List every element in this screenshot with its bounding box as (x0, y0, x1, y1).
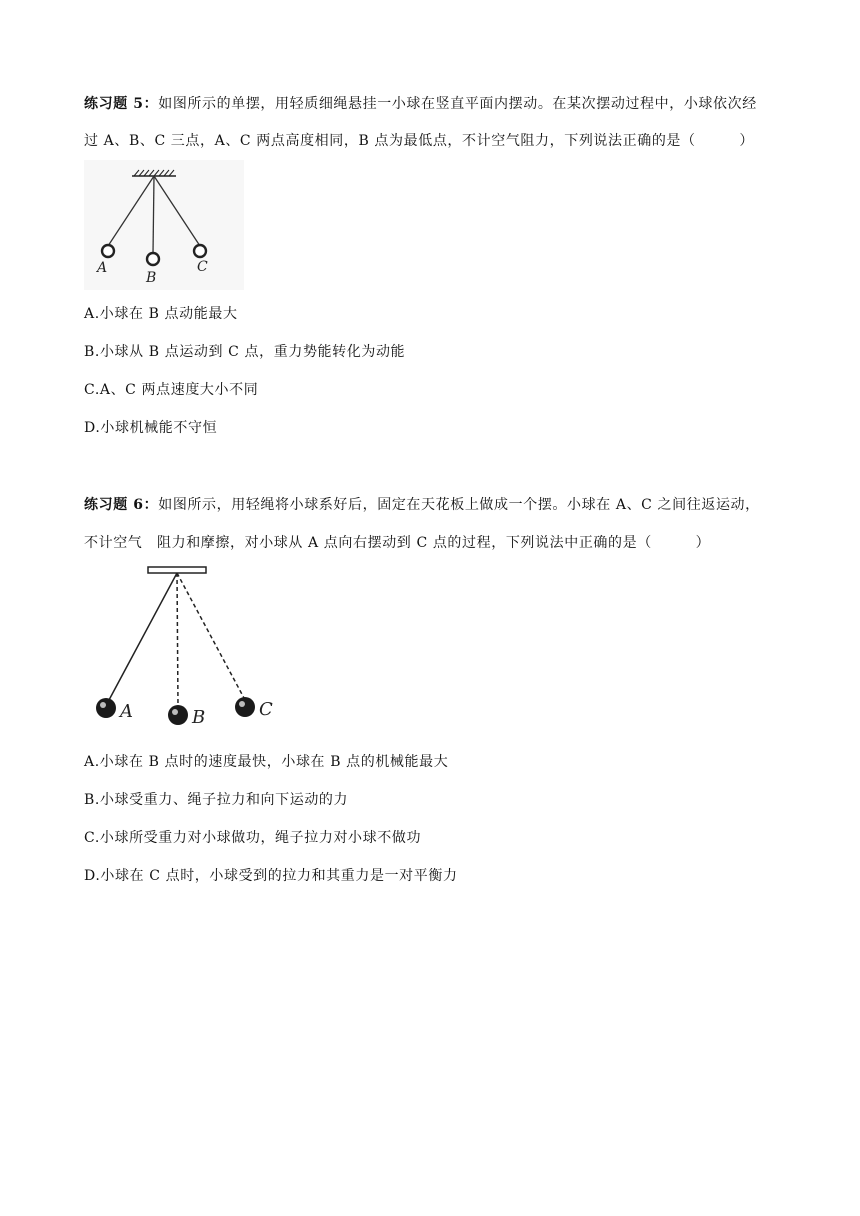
q6-ball-a (96, 698, 116, 718)
q5-option-c: C.A、C 两点速度大小不同 (84, 382, 259, 398)
q6-option-b: B.小球受重力、绳子拉力和向下运动的力 (84, 792, 349, 808)
q6-string-b (177, 573, 178, 706)
q5-stem-line1 (84, 94, 757, 114)
q6-ball-a-highlight (100, 702, 106, 708)
q6-stem-line2: 不计空气 阻力和摩擦，对小球从 A 点向右摆动到 C 点的过程，下列说法中正确的是（ ） (84, 535, 711, 551)
q6-ceiling (148, 567, 206, 573)
q6-label-c: C (259, 699, 273, 720)
q6-ball-b-highlight (172, 709, 178, 715)
q6-stem-text1: 如图所示，用轻绳将小球系好后，固定在天花板上做成一个摆。小球在 A、C 之间往返运动， (158, 497, 760, 513)
q5-stem-line2: 过 A、B、C 三点，A、C 两点高度相同，B 点为最低点，不计空气阻力，下列说法正确的是（ ） (84, 133, 755, 149)
q5-ball-a (102, 245, 114, 257)
q6-option-c: C.小球所受重力对小球做功，绳子拉力对小球不做功 (84, 830, 422, 846)
q6-ball-b (168, 705, 188, 725)
q5-ball-b (147, 253, 159, 265)
q5-label-c: C (197, 259, 208, 275)
q6-string-c (177, 573, 244, 698)
q6-string-a (109, 573, 177, 700)
q6-pendulum-figure (84, 560, 294, 735)
q6-ball-c-highlight (239, 701, 245, 707)
q5-label-b: B (146, 270, 157, 286)
q5-figure-background (84, 160, 244, 290)
q5-option-a: A.小球在 B 点动能最大 (84, 306, 238, 322)
q6-stem-line1 (84, 495, 760, 515)
q6-label: 练习题 6： (84, 497, 159, 513)
q5-ball-c (194, 245, 206, 257)
q5-pendulum-figure (84, 160, 244, 290)
q6-label-b: B (192, 707, 206, 728)
q5-option-b: B.小球从 B 点运动到 C 点，重力势能转化为动能 (84, 344, 406, 360)
q5-label: 练习题 5： (84, 96, 159, 112)
q6-ball-c (235, 697, 255, 717)
q6-option-a: A.小球在 B 点时的速度最快，小球在 B 点的机械能最大 (84, 754, 449, 770)
q5-option-d: D.小球机械能不守恒 (84, 420, 218, 436)
q5-label-a: A (97, 260, 108, 276)
q6-option-d: D.小球在 C 点时，小球受到的拉力和其重力是一对平衡力 (84, 868, 458, 884)
q5-stem-text1: 如图所示的单摆，用轻质细绳悬挂一小球在竖直平面内摆动。在某次摆动过程中，小球依次经 (158, 96, 757, 112)
q6-label-a: A (120, 701, 133, 722)
